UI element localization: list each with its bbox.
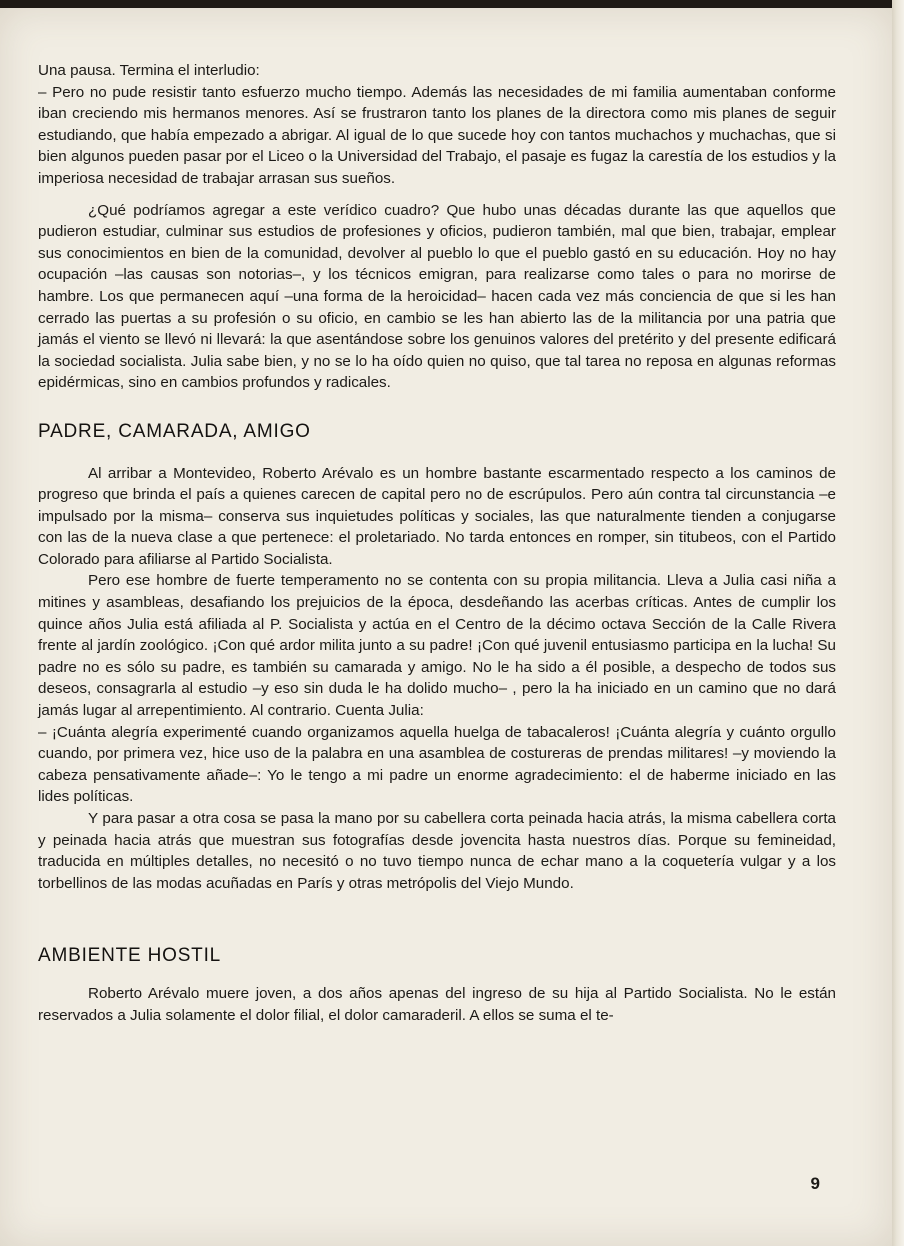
intro-line: Una pausa. Termina el interludio: [38,62,260,79]
intro-quote-paragraph: – Pero no pude resistir tanto esfuerzo mucho tiempo. Además las necesidades de mi familia aumentaban conforme iban creciendo mis hermanos menores. Así se frustraron tanto los planes de la directora como mis planes de seguir estudiando, que había empezado a abrigar. Al igual de lo que sucede hoy con tantos muchachos y muchachas, que si bien algunos pueden pasar por el Liceo o la Universidad del Trabajo, el pasaje es fugaz la carestía de los estudios y la imperiosa necesidad de trabajar arrasan sus sueños. [38,83,836,187]
section1-quote-paragraph: – ¡Cuánta alegría experimenté cuando organizamos aquella huelga de tabacaleros! ¡Cuánta alegría y cuánto orgullo cuando, por primera vez, hice uso de la palabra en una asamblea de costureras de prendas militares! –y moviendo la cabeza pensativamente añade–: Yo le tengo a mi padre un enorme agradecimiento: el de haberme iniciado en las lides políticas. [38,723,836,806]
page-body [38,60,836,1026]
page-number: 9 [810,1174,820,1193]
intro-reflection-paragraph: ¿Qué podríamos agregar a este verídico cuadro? Que hubo unas décadas durante las que aquellos que pudieron estudiar, culminar sus estudios de profesiones y oficios, pudieron también, mal que bien, trabajar, emplear sus conocimientos en bien de la comunidad, devolver al pueblo lo que el pueblo gastó en su educación. Hoy no hay ocupación –las causas son notorias–, y los técnicos emigran, para realizarse como tales o para no morirse de hambre. Los que permanecen aquí –una forma de la heroicidad– hacen cada vez más conciencia de que si les han cerrado las puertas a su profesión o su oficio, en cambio se les han abierto las de la militancia por una patria que jamás el viento se llevó ni llevará: la que asentándose sobre los genuinos valores del pretérito y del presente edificará la sociedad socialista. Julia sabe bien, y no se lo ha oído quien no quiso, que tal tarea no reposa en algunas reformas epidérmicas, sino en cambios profundos y radicales. [38,201,836,392]
page-right-edge [892,0,904,1246]
scan-top-edge [0,0,904,8]
paragraph-gap [38,190,836,200]
book-page [0,8,892,1246]
section-heading-ambiente-hostil: AMBIENTE HOSTIL [38,945,222,967]
section1-paragraph-1: Al arribar a Montevideo, Roberto Arévalo es un hombre bastante escarmentado respecto a los caminos de progreso que brinda el país a quienes carecen de capital pero no de escrúpulos. Pero aún contra tal circunstancia –e impulsado por la misma– conserva sus inquietudes políticas y sociales, las que naturalmente tienden a conjugarse con las de la nueva clase a que pertenece: el proletariado. No tarda entonces en romper, sin titubeos, con el Partido Colorado para afiliarse al Partido Socialista. [38,464,836,568]
section-heading-padre-camarada-amigo: PADRE, CAMARADA, AMIGO [38,420,311,442]
section1-paragraph-4: Y para pasar a otra cosa se pasa la mano por su cabellera corta peinada hacia atrás, la misma cabellera corta y peinada hacia atrás que muestran sus fotografías desde jovencita hasta nuestros días. Porque su femineidad, traducida en múltiples detalles, no necesitó o no tuvo tiempo nunca de echar mano a la coquetería vulgar y a los torbellinos de las modas acuñadas en París y otras metrópolis del Viejo Mundo. [38,810,836,892]
section1-paragraph-2: Pero ese hombre de fuerte temperamento no se contenta con su propia militancia. Lleva a Julia casi niña a mitines y asambleas, desafiando los prejuicios de la época, desdeñando las acerbas críticas. Antes de cumplir los quince años Julia está afiliada al P. Socialista y actúa en el Centro de la décimo octava Sección de la Calle Rivera frente al jardín zoológico. ¡Con qué ardor milita junto a su padre! ¡Con qué juvenil entusiasmo participa en la lucha! Su padre no es sólo su padre, es también su camarada y amigo. No le ha sido a él posible, a despecho de todos sus deseos, consagrarla al estudio –y eso sin duda le ha dolido mucho– , pero la ha iniciado en un camino que no dará jamás lugar al arrepentimiento. Al contrario. Cuenta Julia: [38,572,836,720]
section2-paragraph-1: Roberto Arévalo muere joven, a dos años apenas del ingreso de su hija al Partido Socialista. No le están reservados a Julia solamente el dolor filial, el dolor camaraderil. A ellos se suma el te- [38,984,836,1024]
